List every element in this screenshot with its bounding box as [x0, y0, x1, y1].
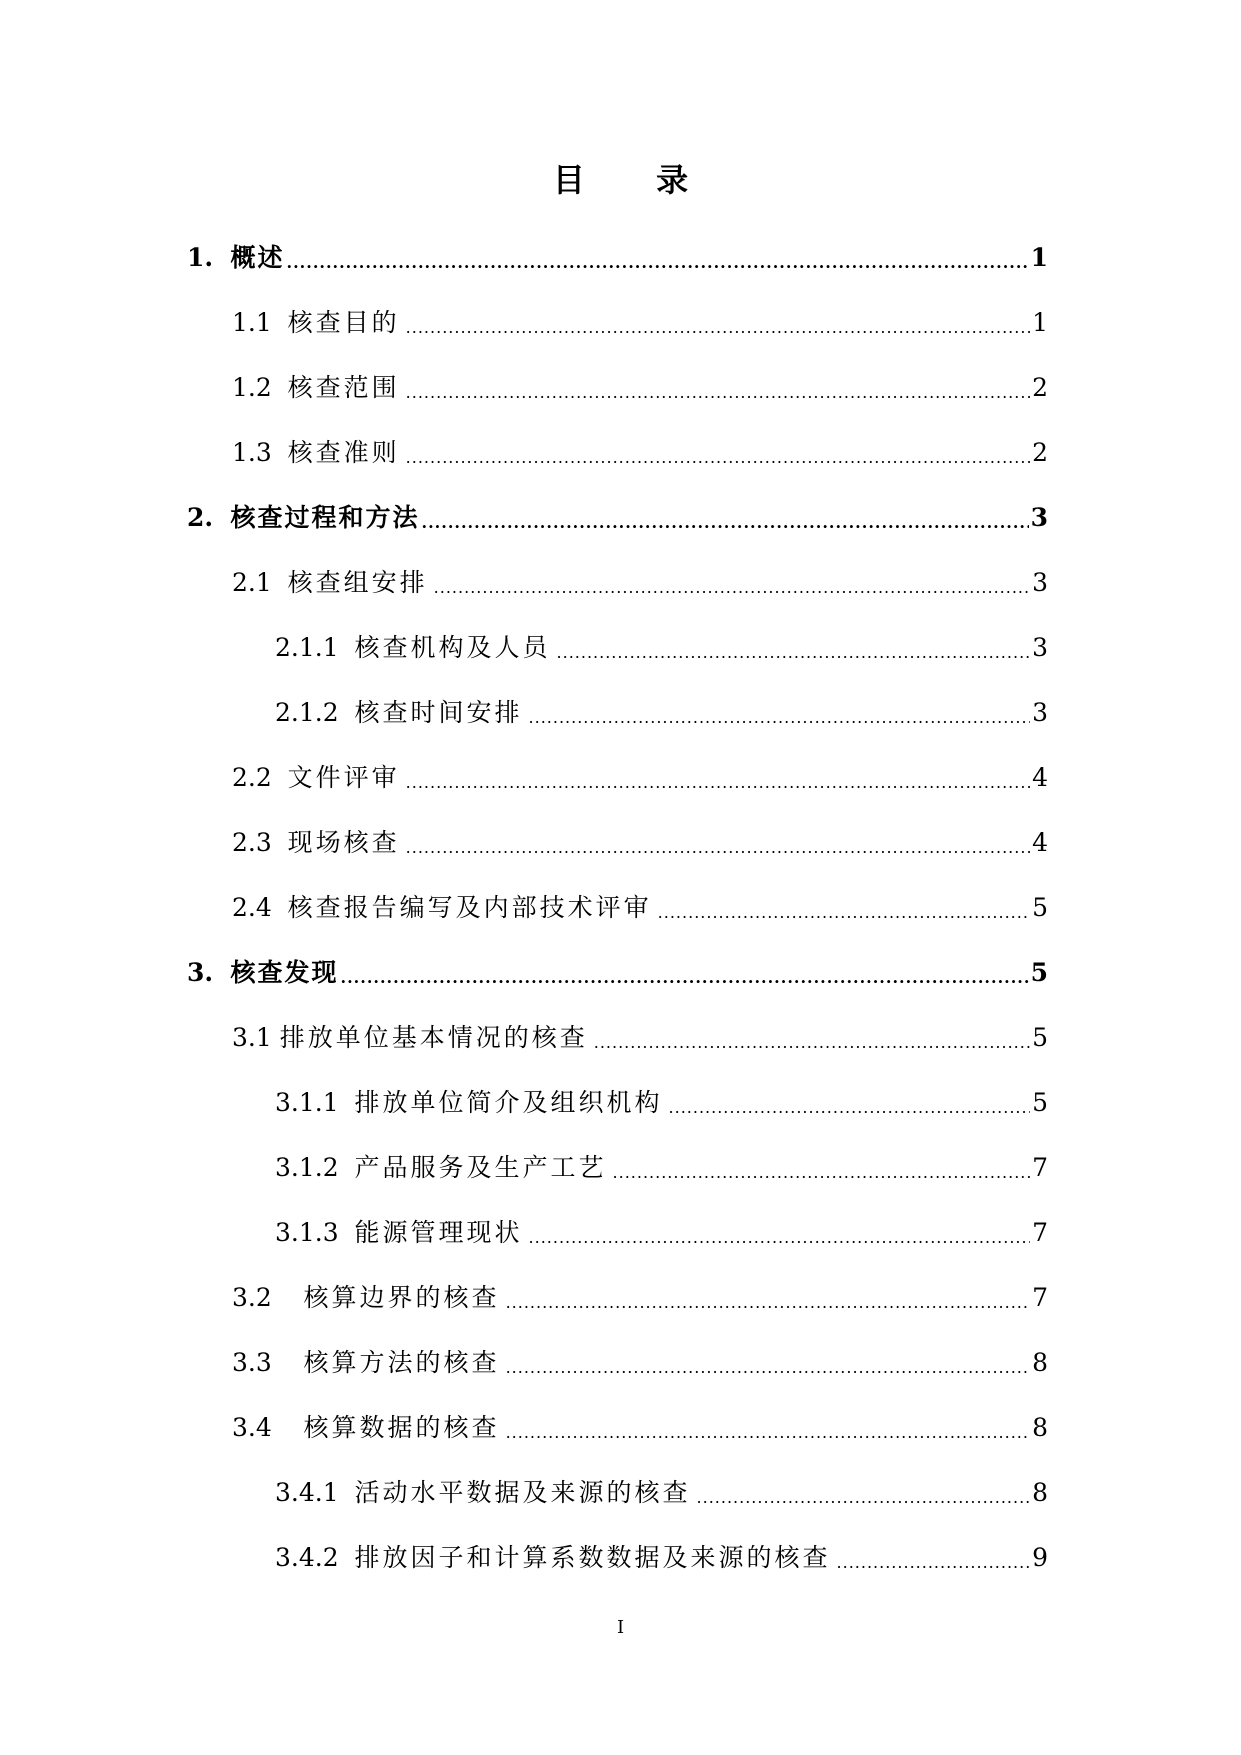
- toc-entry-number: 2.1: [232, 567, 288, 597]
- dot-leader: [658, 898, 1030, 928]
- toc-entry[interactable]: [0, 1005, 1241, 1070]
- dot-leader: [669, 1093, 1031, 1123]
- toc-entry-number: 1.1: [232, 307, 288, 337]
- toc-entry-page: 5: [1032, 892, 1048, 922]
- toc-entry-number: 3.1: [232, 1022, 280, 1052]
- toc-entry-number: 3.1.1: [275, 1087, 355, 1117]
- toc-entry-label: 排放因子和计算系数数据及来源的核查: [354, 1542, 831, 1572]
- toc-entry-number: 3.: [187, 957, 231, 987]
- dot-leader: [529, 703, 1031, 733]
- toc-entry-page: 5: [1032, 1022, 1048, 1052]
- toc-entry[interactable]: [0, 1525, 1241, 1590]
- toc-entry-page: 8: [1032, 1477, 1048, 1507]
- dot-leader: [506, 1418, 1031, 1448]
- toc-entry-label: 核查时间安排: [354, 697, 523, 727]
- toc-entry[interactable]: [0, 1395, 1241, 1460]
- toc-entry-number: 2.2: [232, 762, 288, 792]
- dot-leader: [406, 378, 1030, 408]
- toc-entry-page: 8: [1032, 1347, 1048, 1377]
- toc-entry-page: 2: [1032, 437, 1048, 467]
- page-number: I: [616, 1617, 625, 1638]
- toc-entry-label: 文件评审: [287, 762, 400, 792]
- toc-entry[interactable]: [0, 1200, 1241, 1265]
- toc-entry-number: 1.2: [232, 372, 288, 402]
- toc-entry-page: 3: [1030, 502, 1048, 532]
- toc-entry-page: 9: [1032, 1542, 1048, 1572]
- toc-entry-number: 3.1.3: [275, 1217, 355, 1247]
- toc-entry-page: 7: [1032, 1217, 1048, 1247]
- toc-entry-label: 核查机构及人员: [354, 632, 551, 662]
- toc-entry[interactable]: [0, 1460, 1241, 1525]
- toc-entry[interactable]: [0, 875, 1241, 940]
- toc-entry-number: 3.1.2: [275, 1152, 355, 1182]
- toc-entry-page: 5: [1032, 1087, 1048, 1117]
- toc-entry-label: 能源管理现状: [354, 1217, 523, 1247]
- dot-leader: [837, 1548, 1031, 1578]
- toc-entry-number: 1.3: [232, 437, 288, 467]
- dot-leader: [594, 1028, 1030, 1058]
- toc-entry-label: 现场核查: [287, 827, 400, 857]
- toc-entry-label: 概述: [230, 242, 285, 272]
- dot-leader: [613, 1158, 1031, 1188]
- dot-leader: [434, 573, 1030, 603]
- toc-entry-page: 7: [1032, 1152, 1048, 1182]
- toc-entry-label: 核查组安排: [287, 567, 428, 597]
- toc-entry[interactable]: [0, 615, 1241, 680]
- toc-entry-number: 2.1.2: [275, 697, 355, 727]
- toc-entry[interactable]: [0, 225, 1241, 290]
- toc-entry-number: 2.3: [232, 827, 288, 857]
- toc-entry-page: 1: [1032, 307, 1048, 337]
- toc-entry-label: 核算边界的核查: [303, 1282, 500, 1312]
- toc-entry-label: 核查准则: [287, 437, 400, 467]
- toc-entry-page: 8: [1032, 1412, 1048, 1442]
- toc-entry-number: 1.: [187, 242, 231, 272]
- toc-entry-number: 3.4.2: [275, 1542, 355, 1572]
- dot-leader: [506, 1353, 1031, 1383]
- toc-entry-label: 活动水平数据及来源的核查: [354, 1477, 691, 1507]
- toc-entry-page: 4: [1032, 827, 1048, 857]
- toc-entry-label: 核算数据的核查: [303, 1412, 500, 1442]
- toc-entry-label: 核查报告编写及内部技术评审: [287, 892, 652, 922]
- toc-entry-label: 核查过程和方法: [230, 502, 420, 532]
- toc-entry[interactable]: [0, 290, 1241, 355]
- dot-leader: [506, 1288, 1031, 1318]
- dot-leader: [406, 443, 1030, 473]
- toc-entry-label: 核查目的: [287, 307, 400, 337]
- dot-leader: [406, 768, 1030, 798]
- dot-leader: [422, 508, 1029, 538]
- toc-entry-page: 3: [1032, 567, 1048, 597]
- toc-entry[interactable]: [0, 355, 1241, 420]
- toc-entry-number: 2.4: [232, 892, 288, 922]
- toc-entry-number: 3.4: [232, 1412, 304, 1442]
- toc-entry-label: 核查范围: [287, 372, 400, 402]
- toc-entry-label: 排放单位基本情况的核查: [279, 1022, 588, 1052]
- toc-entry[interactable]: [0, 550, 1241, 615]
- dot-leader: [557, 638, 1031, 668]
- toc-entry[interactable]: [0, 420, 1241, 485]
- dot-leader: [697, 1483, 1031, 1513]
- toc-entry-number: 3.3: [232, 1347, 304, 1377]
- toc-entry-number: 2.: [187, 502, 231, 532]
- toc-entry-label: 核查发现: [230, 957, 339, 987]
- dot-leader: [341, 963, 1029, 993]
- toc-entry-page: 1: [1030, 242, 1048, 272]
- toc-entry-number: 3.2: [232, 1282, 304, 1312]
- toc-entry-page: 3: [1032, 632, 1048, 662]
- toc-entry-label: 核算方法的核查: [303, 1347, 500, 1377]
- toc-entry-page: 2: [1032, 372, 1048, 402]
- toc-entry[interactable]: [0, 1330, 1241, 1395]
- toc-entry[interactable]: [0, 810, 1241, 875]
- dot-leader: [287, 248, 1029, 278]
- toc-entry[interactable]: [0, 745, 1241, 810]
- dot-leader: [406, 313, 1030, 343]
- toc-entry-number: 2.1.1: [275, 632, 355, 662]
- toc-entry-page: 3: [1032, 697, 1048, 727]
- toc-entry-page: 7: [1032, 1282, 1048, 1312]
- toc-entry-page: 5: [1030, 957, 1048, 987]
- toc-entry[interactable]: [0, 680, 1241, 745]
- toc-entry-number: 3.4.1: [275, 1477, 355, 1507]
- toc-entry-label: 产品服务及生产工艺: [354, 1152, 607, 1182]
- toc-entry[interactable]: [0, 485, 1241, 550]
- toc-entry-label: 排放单位简介及组织机构: [354, 1087, 663, 1117]
- toc-entry[interactable]: [0, 1265, 1241, 1330]
- toc-entry[interactable]: [0, 1135, 1241, 1200]
- toc-list: [0, 225, 1241, 1590]
- toc-title: 目 录: [552, 161, 719, 199]
- dot-leader: [406, 833, 1030, 863]
- toc-entry[interactable]: [0, 1070, 1241, 1135]
- toc-entry[interactable]: [0, 940, 1241, 1005]
- toc-entry-page: 4: [1032, 762, 1048, 792]
- dot-leader: [529, 1223, 1031, 1253]
